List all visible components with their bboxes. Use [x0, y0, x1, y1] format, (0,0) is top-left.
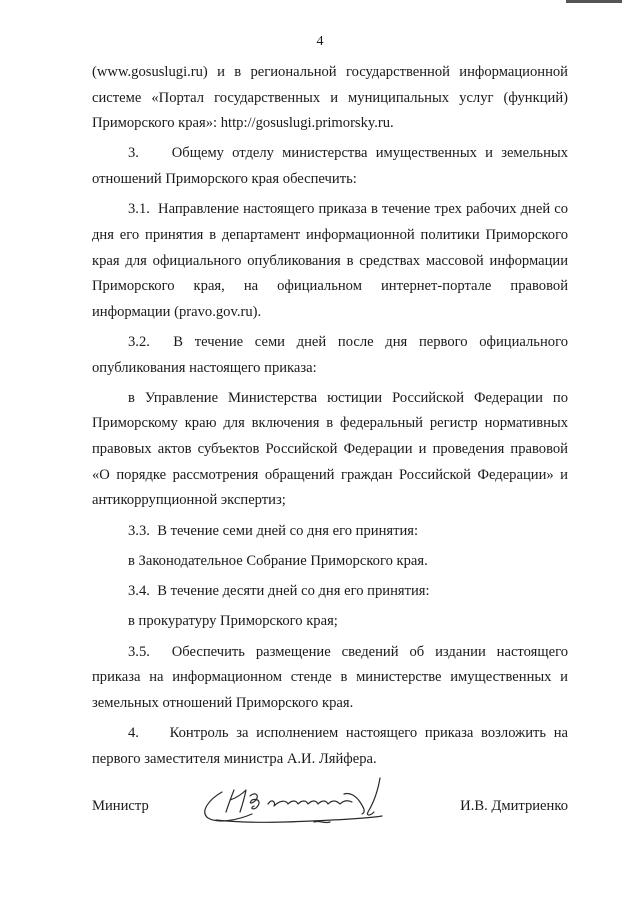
paragraph-item-3-4: 3.4. В течение десяти дней со дня его принятия: — [128, 583, 430, 600]
paragraph-item-3: 3. Общему отделу министерства имущественных и земельных отношений Приморского края обеспечить: — [92, 145, 568, 188]
scan-edge-mark — [566, 0, 622, 3]
handwritten-signature-icon — [194, 770, 414, 830]
signatory-title: Министр — [92, 798, 149, 814]
paragraph-item-3-3-recipient: в Законодательное Собрание Приморского края. — [128, 552, 428, 569]
paragraph-portal-link: (www.gosuslugi.ru) и в региональной государственной информационной системе «Портал государственных и муниципальных услуг (функций) Приморского края»: http://gosuslugi.primorsky.ru. — [92, 64, 568, 132]
signature-block — [92, 770, 568, 830]
paragraph-item-3-2: 3.2. В течение семи дней после дня первого официального опубликования настоящего приказа: — [92, 334, 568, 376]
paragraph-item-3-3: 3.3. В течение семи дней со дня его принятия: — [128, 522, 419, 539]
document-body — [92, 60, 568, 772]
paragraph-item-4: 4. Контроль за исполнением настоящего приказа возложить на первого заместителя министра А.И. Ляйфера. — [92, 725, 568, 767]
paragraph-item-3-2-recipient: в Управление Министерства юстиции Российской Федерации по Приморскому краю для включения в федеральный регистр нормативных правовых актов субъектов Российской Федерации и проведения правовой «О порядке рассмотрения обращений граждан Российской Федерации» и антикоррупционной экспертиз; — [92, 389, 568, 509]
paragraph-item-3-4-recipient: в прокуратуру Приморского края; — [128, 613, 338, 630]
signatory-name: И.В. Дмитриенко — [460, 798, 568, 814]
page-number: 4 — [316, 34, 324, 49]
paragraph-item-3-5: 3.5. Обеспечить размещение сведений об издании настоящего приказа на информационном стенде в министерстве имущественных и земельных отношений Приморского края. — [92, 643, 568, 711]
paragraph-item-3-1: 3.1. Направление настоящего приказа в течение трех рабочих дней со дня его принятия в департамент информационной политики Приморского края для официального опубликования в средствах массовой информации Приморского края, на официальном интернет-портале правовой информации (pravo.gov.ru). — [92, 201, 568, 320]
